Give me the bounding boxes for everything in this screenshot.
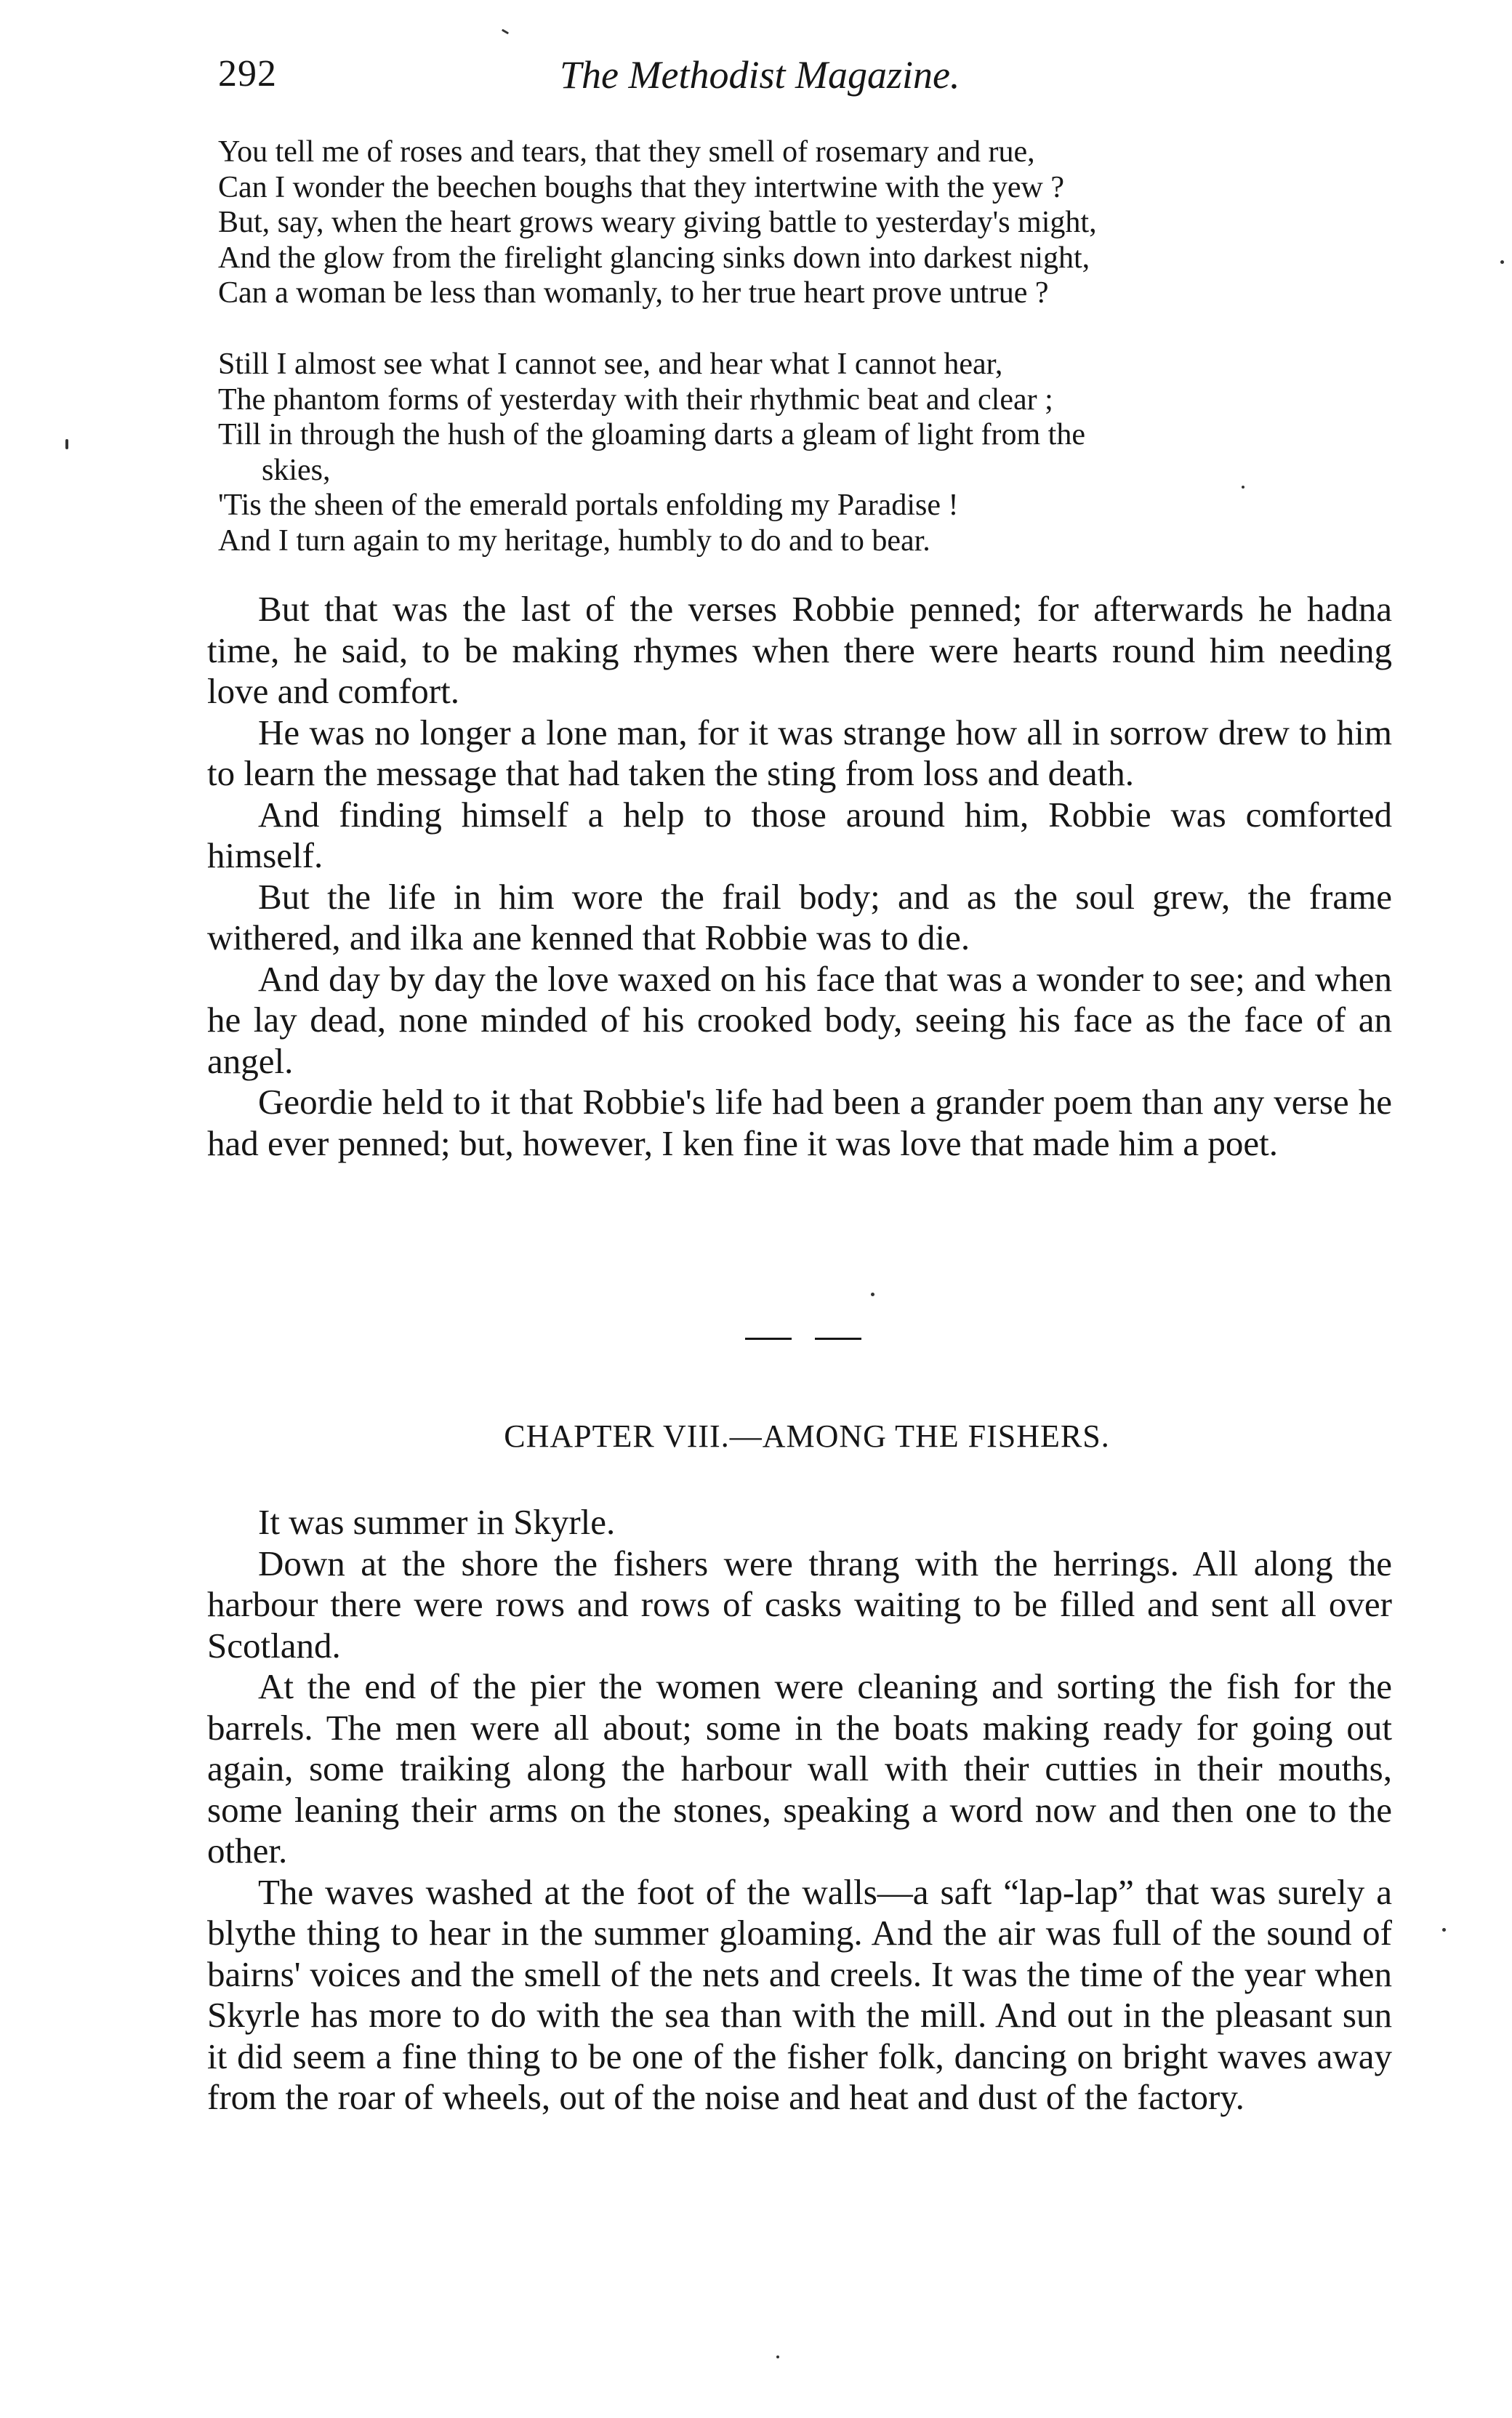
story-conclusion — [207, 589, 1392, 1164]
poem-line-continuation: skies, — [262, 453, 331, 487]
running-title: The Methodist Magazine. — [560, 53, 960, 97]
poem-line: Still I almost see what I cannot see, and hear what I cannot hear, — [218, 348, 1003, 381]
poem-stanza-1 — [218, 134, 1410, 311]
poem-line: Can I wonder the beechen boughs that they intertwine with the yew ? — [218, 170, 1064, 204]
scan-speck — [502, 29, 509, 35]
poem-line: Till in through the hush of the gloaming darts a gleam of light from the — [218, 418, 1085, 451]
paragraph: Down at the shore the fishers were thrang with the herrings. All along the harbour there were rows and rows of casks waiting to be filled and sent all over Scotland. — [207, 1543, 1392, 1666]
poem-line: The phantom forms of yesterday with their rhythmic beat and clear ; — [218, 382, 1053, 417]
paragraph: But that was the last of the verses Robbie penned; for afterwards he hadna time, he said, to be making rhymes when there were hearts round him needing love and comfort. — [207, 589, 1392, 711]
paragraph: He was no longer a lone man, for it was strange how all in sorrow drew to him to learn the message that had taken the sting from loss and death. — [207, 712, 1392, 793]
paragraph: At the end of the pier the women were cleaning and sorting the fish for the barrels. The men were all about; some in the boats making ready for going out again, some traiking along the harbour wall with their cutties in their mouths, some leaning their arms on the stones, speaking a word now and then one to the other. — [207, 1666, 1392, 1871]
divider-rule — [745, 1338, 792, 1340]
scan-speck — [776, 2355, 779, 2358]
poem-line: You tell me of roses and tears, that they smell of rosemary and rue, — [218, 135, 1035, 169]
chapter-heading: CHAPTER VIII.—AMONG THE FISHERS. — [504, 1418, 1110, 1454]
paragraph: And day by day the love waxed on his face that was a wonder to see; and when he lay dead, none minded of his crooked body, seeing his face as the face of an angel. — [207, 958, 1392, 1081]
poem-line: And the glow from the firelight glancing sinks down into darkest night, — [218, 241, 1090, 275]
poem-stanza-2 — [218, 347, 1410, 558]
paragraph: But the life in him wore the frail body; and as the soul grew, the frame withered, and ilka ane kenned that Robbie was to die. — [207, 876, 1392, 957]
scan-speck — [1242, 486, 1244, 489]
page-number: 292 — [218, 53, 277, 95]
section-divider — [745, 1338, 861, 1342]
paragraph: The waves washed at the foot of the walls—a saft “lap-lap” that was surely a blythe thing to hear in the summer gloaming. And the air was full of the sound of bairns' voices and the smell of the nets and creels. It was the time of the year when Skyrle has more to do with the sea than with the mill. And out in the pleasant sun it did seem a fine thing to be one of the fisher folk, dancing on bright waves away from the roar of wheels, out of the noise and heat and dust of the factory. — [207, 1871, 1392, 2117]
scan-speck — [1442, 1928, 1446, 1932]
paragraph: It was summer in Skyrle. — [258, 1502, 616, 1542]
poem-line: But, say, when the heart grows weary giving battle to yesterday's might, — [218, 206, 1097, 239]
paragraph: And finding himself a help to those around him, Robbie was comforted himself. — [207, 794, 1392, 875]
divider-rule — [815, 1338, 861, 1340]
poem-line: And I turn again to my heritage, humbly to do and to bear. — [218, 523, 930, 558]
chapter-body — [207, 1502, 1392, 2118]
scan-speck — [65, 439, 68, 449]
poem-line: Can a woman be less than womanly, to her true heart prove untrue ? — [218, 276, 1049, 310]
scan-speck — [871, 1293, 874, 1296]
paragraph: Geordie held to it that Robbie's life had been a grander poem than any verse he had ever penned; but, however, I ken fine it was love that made him a poet. — [207, 1082, 1392, 1163]
page-header — [211, 45, 1338, 103]
scan-speck — [1500, 260, 1504, 264]
poem-line: 'Tis the sheen of the emerald portals enfolding my Paradise ! — [218, 489, 959, 522]
